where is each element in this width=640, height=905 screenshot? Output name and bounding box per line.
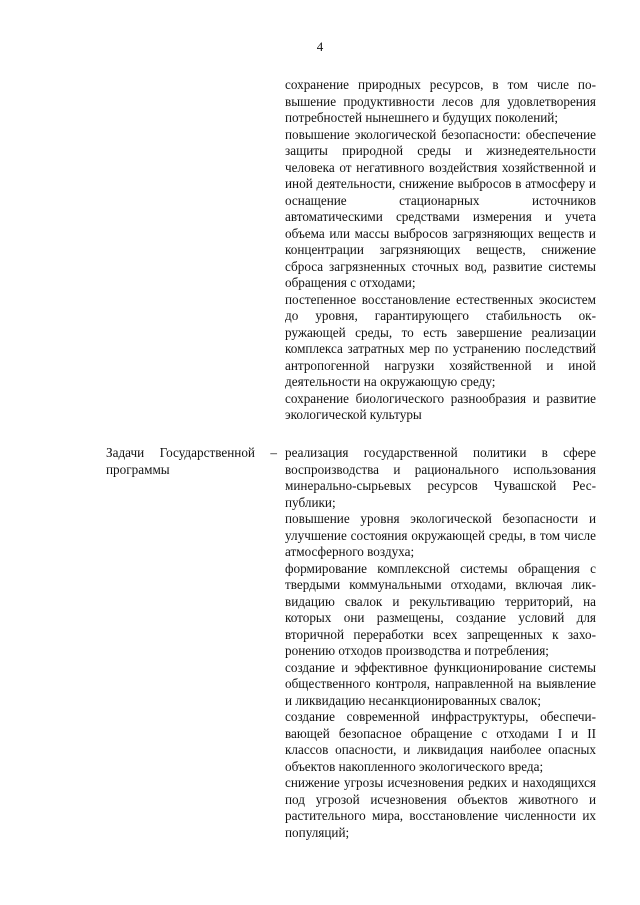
task-item: создание и эффективное функционирование системы общественного контроля, направленной на выявление и ликвидацию несанкционированных свалок; [285,659,596,708]
tasks-content [285,445,596,841]
goal-item: сохранение биологического разнообразия и развитие экологической культуры [285,390,596,422]
tasks-label-line1: Задачи Государственной – [106,445,277,460]
goal-item: повышение экологической безопасности: обеспечение защиты природной среды и жизнедеятельности человека от негативного воздействия хозяйственной и иной деятельности, снижение выбросов в атмосферу и оснащение стационарных источников автоматическими средствами измерения и учета объема или массы выбросов загрязняющих веществ и концентрации загрязняющих веществ, снижение сброса загрязненных сточных вод, развитие системы обращения с отходами; [285,126,596,290]
task-item: повышение уровня экологической безопасности и улучшение состояния окружающей среды, в том числе атмосферного воздуха; [285,511,596,559]
task-item: реализация государственной политики в сфере воспроизводства и рационального использования минерально-сырьевых ресурсов Чувашской Республики; [285,445,596,510]
task-item: формирование комплексной системы обращения с твердыми коммунальными отходами, включая ликвидацию свалок и рекультивацию территорий, на которых они размещены, создание условий для вторичной переработки всех запрещенных к захоронению отходов производства и потребления; [285,560,596,658]
task-item: создание современной инфраструктуры, обеспечивающей безопасное обращение с отходами I и II классов опасности, и ликвидация наиболее опасных объектов накопленного экологического вреда; [285,709,596,774]
task-item: снижение угрозы исчезновения редких и находящихся под угрозой исчезновения объектов животного и растительного мира, восстановление численности их популяций; [285,775,596,840]
page-number: 4 [316,39,324,54]
tasks-label-line2: программы [106,461,170,477]
goal-item: постепенное восстановление естественных экосистем до уровня, гарантирующего стабильность окружающей среды, то есть завершение реализации комплекса затратных мер по устранению последствий антропогенной нагрузки хозяйственной и иной деятельности на окружающую среду; [285,291,596,389]
goal-item: сохранение природных ресурсов, в том числе повышение продуктивности лесов для удовлетворения потребностей нынешнего и будущих поколений; [285,77,596,125]
tasks-label [106,445,277,478]
goals-continuation [285,77,596,424]
